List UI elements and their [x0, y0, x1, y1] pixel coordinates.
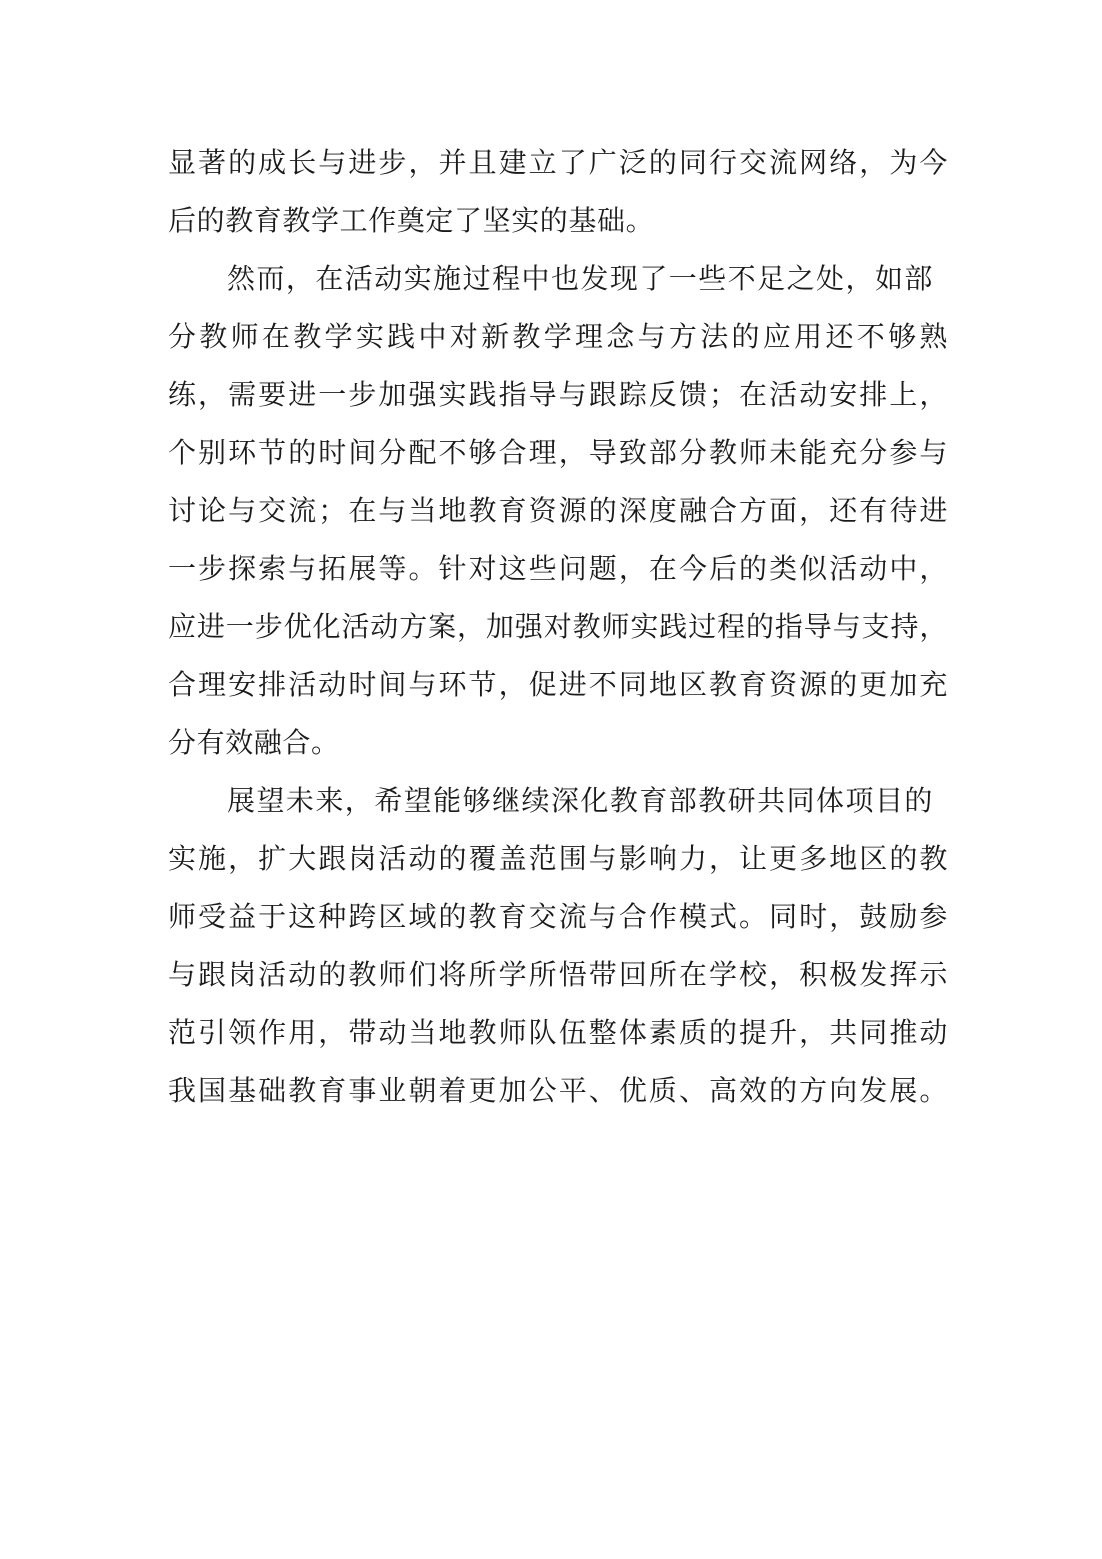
paragraph-3-line-3: 师受益于这种跨区域的教育交流与合作模式。同时，鼓励参	[168, 900, 948, 933]
paragraph-3-line-5: 范引领作用，带动当地教师队伍整体素质的提升，共同推动	[168, 1016, 948, 1049]
paragraph-3-line-4: 与跟岗活动的教师们将所学所悟带回所在学校，积极发挥示	[168, 958, 948, 991]
paragraph-2-line-5: 讨论与交流；在与当地教育资源的深度融合方面，还有待进	[168, 494, 948, 527]
paragraph-3-line-1: 展望未来，希望能够继续深化教育部教研共同体项目的	[227, 784, 933, 817]
paragraph-2-line-9: 分有效融合。	[168, 726, 340, 759]
paragraph-2-line-6: 一步探索与拓展等。针对这些问题，在今后的类似活动中，	[168, 552, 948, 585]
paragraph-2-line-4: 个别环节的时间分配不够合理，导致部分教师未能充分参与	[168, 436, 948, 469]
text-line-1: 显著的成长与进步，并且建立了广泛的同行交流网络，为今	[168, 146, 948, 179]
paragraph-2-line-1: 然而，在活动实施过程中也发现了一些不足之处，如部	[227, 262, 933, 295]
paragraph-2-line-7: 应进一步优化活动方案，加强对教师实践过程的指导与支持，	[168, 610, 948, 643]
paragraph-3-line-6: 我国基础教育事业朝着更加公平、优质、高效的方向发展。	[168, 1074, 948, 1107]
paragraph-2-line-2: 分教师在教学实践中对新教学理念与方法的应用还不够熟	[168, 320, 948, 353]
text-line-2: 后的教育教学工作奠定了坚实的基础。	[168, 204, 655, 237]
paragraph-3-line-2: 实施，扩大跟岗活动的覆盖范围与影响力，让更多地区的教	[168, 842, 948, 875]
paragraph-2-line-8: 合理安排活动时间与环节，促进不同地区教育资源的更加充	[168, 668, 948, 701]
paragraph-2-line-3: 练，需要进一步加强实践指导与跟踪反馈；在活动安排上，	[168, 378, 948, 411]
